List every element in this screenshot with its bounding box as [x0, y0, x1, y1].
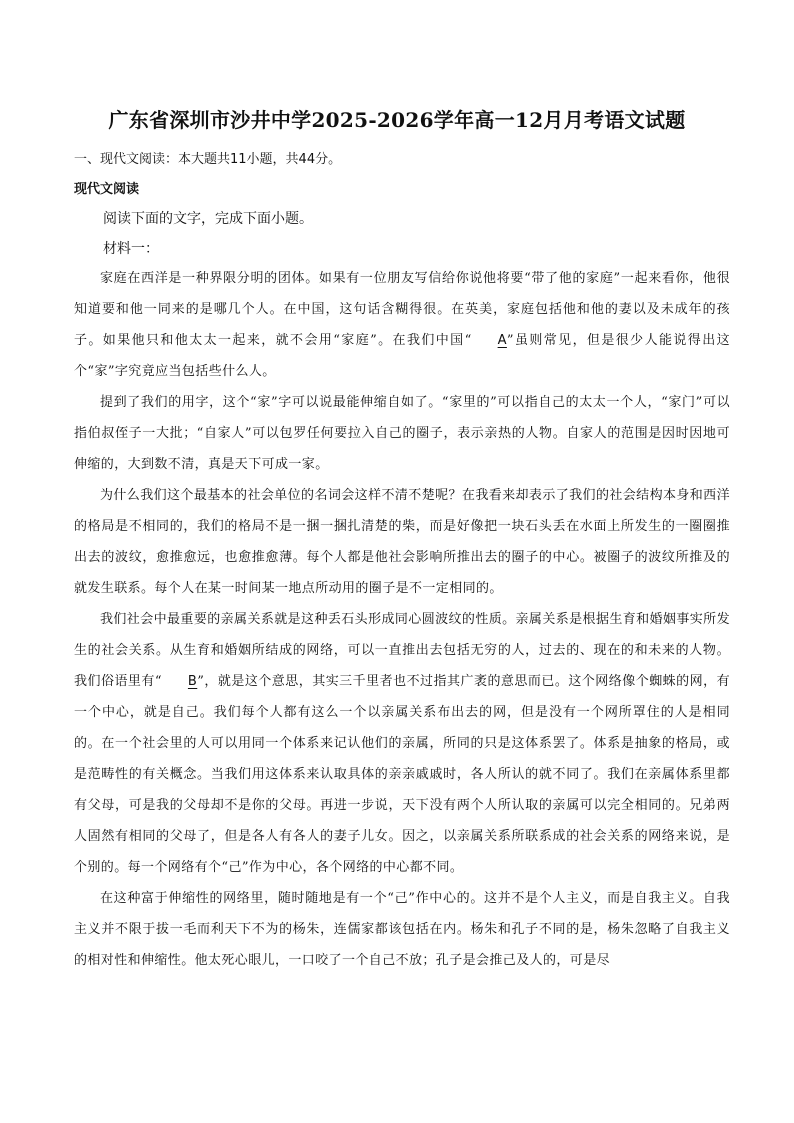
page-title: 广东省深圳市沙井中学2025-2026学年高一12月月考语文试题: [108, 108, 686, 132]
passage-body: [74, 263, 730, 976]
material-label: 材料一：: [103, 241, 159, 257]
blank-b: B: [187, 674, 198, 689]
paragraph-4-text-b: ”，就是这个意思，其实三千里者也不过指其广袤的意思而已。这个网络像个蜘蛛的网，有一个中心，就是自己。我们每个人都有这么一个以亲属关系布出去的网，但是没有一个网所罩住的人是相同的。在一个社会里的人可以用同一个体系来记认他们的亲属，所同的只是这体系罢了。体系是抽象的格局，或是范畴性的有关概念。当我们用这体系来认取具体的亲亲戚戚时，各人所认的就不同了。我们在亲属体系里都有父母，可是我的父母却不是你的父母。再进一步说，天下没有两个人所认取的亲属可以完全相同的。兄弟两人固然有相同的父母了，但是各人有各人的妻子儿女。因之，以亲属关系所联系成的社会关系的网络来说，是个别的。每一个网络有个“己”作为中心，各个网络的中心都不同。: [74, 674, 730, 875]
paragraph-5: 在这种富于伸缩性的网络里，随时随地是有一个“己”作中心的。这并不是个人主义，而是自我主义。自我主义并不限于拔一毛而利天下不为的杨朱，连儒家都该包括在内。杨朱和孔子不同的是，杨朱忽略了自我主义的相对性和伸缩性。他太死心眼儿，一口咬了一个自己不放；孔子是会推己及人的，可是尽: [74, 891, 730, 968]
paragraph-1-text-a: 家庭在西洋是一种界限分明的团体。如果有一位朋友写信给你说他将要“带了他的家庭”一起来看你，他很知道要和他一同来的是哪几个人。在中国，这句话含糊得很。在英美，家庭包括他和他的妻以及未成年的孩子。如果他只和他太太一起来，就不会用“家庭”。在我们中国“: [74, 271, 730, 348]
section-heading: 一、现代文阅读：本大题共11小题，共44分。: [74, 152, 342, 167]
paragraph-1: [74, 263, 730, 387]
instruction-text: 阅读下面的文字，完成下面小题。: [103, 211, 313, 227]
paragraph-3: 为什么我们这个最基本的社会单位的名词会这样不清不楚呢？在我看来却表示了我们的社会结构本身和西洋的格局是不相同的，我们的格局不是一捆一捆扎清楚的柴，而是好像把一块石头丢在水面上所发生的一圈圈推出去的波纹，愈推愈远，也愈推愈薄。每个人都是他社会影响所推出去的圈子的中心。被圈子的波纹所推及的就发生联系。每个人在某一时间某一地点所动用的圈子是不一定相同的。: [74, 488, 730, 596]
blank-a: A: [497, 333, 507, 348]
paragraph-1-text-b: ”虽则常见，但是很少人能说得出这个“家”字究竟应当包括些什么人。: [74, 333, 730, 379]
paragraph-4: [74, 604, 730, 883]
paragraph-4-text-a: 我们社会中最重要的亲属关系就是这种丢石头形成同心圆波纹的性质。亲属关系是根据生育和婚姻事实所发生的社会关系。从生育和婚姻所结成的网络，可以一直推出去包括无穷的人，过去的、现在的和未来的人物。我们俗语里有“: [74, 612, 730, 689]
subsection-heading: 现代文阅读: [74, 182, 140, 197]
paragraph-2: 提到了我们的用字，这个“家”字可以说最能伸缩自如了。“家里的”可以指自己的太太一个人，“家门”可以指伯叔侄子一大批；“自家人”可以包罗任何要拉入自己的圈子，表示亲热的人物。自家人的范围是因时因地可伸缩的，大到数不清，真是天下可成一家。: [74, 395, 730, 472]
